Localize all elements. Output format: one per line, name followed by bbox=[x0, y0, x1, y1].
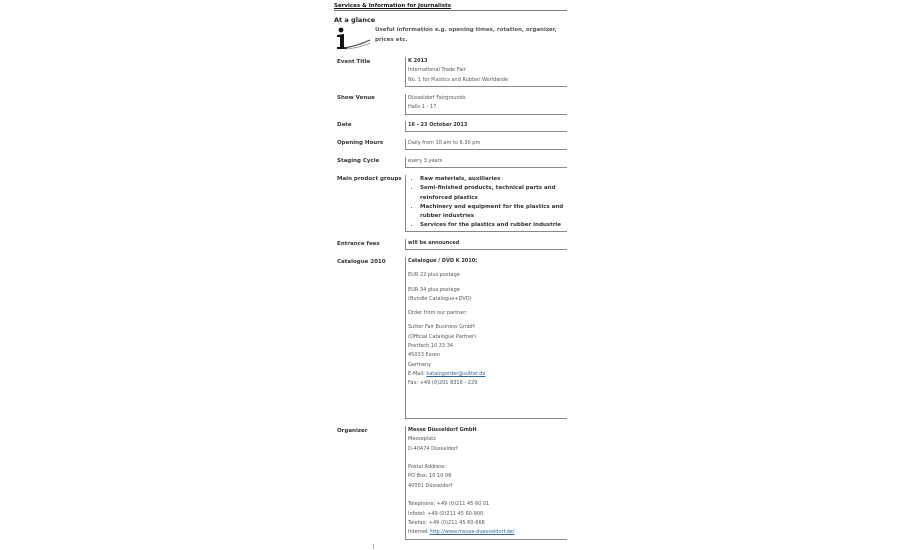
opening-hours-value: Daily from 10 am to 6.30 pm bbox=[408, 140, 481, 146]
event-tagline: No. 1 for Plastics and Rubber Worldwide bbox=[408, 76, 509, 83]
organizer-infotel: Infotel: +49 (0)211 45 60-900 bbox=[408, 510, 484, 517]
partner-line: (Official Catalogue Partner) bbox=[408, 333, 477, 340]
divider bbox=[373, 544, 374, 549]
value-date bbox=[405, 121, 567, 132]
label-main-product-groups: Main product groups bbox=[337, 176, 402, 182]
content-column bbox=[334, 0, 567, 536]
organizer-telephone: Telephone: +49 (0)211 45 60 01 bbox=[408, 501, 490, 508]
label-date: Date bbox=[337, 122, 352, 128]
value-organizer bbox=[405, 426, 567, 540]
email-label: E-Mail: bbox=[408, 370, 427, 377]
partner-line: Germany bbox=[408, 361, 431, 368]
label-staging-cycle: Staging Cycle bbox=[337, 158, 380, 164]
partner-email-line bbox=[408, 370, 567, 379]
catalogue-order-note: Order from our partner: bbox=[408, 310, 468, 317]
partner-line: 45033 Essen bbox=[408, 352, 441, 359]
staging-cycle-value: every 3 years bbox=[408, 158, 443, 164]
value-show-venue bbox=[405, 94, 567, 115]
catalogue-heading: Catalogue / DVD K 2010: bbox=[408, 258, 478, 264]
date-value: 16 - 23 October 2013 bbox=[408, 122, 468, 128]
event-name: K 2013 bbox=[408, 58, 428, 64]
venue-halls: Halls 1 - 17 bbox=[408, 104, 437, 111]
catalogue-price-single: EUR 22 plus postage bbox=[408, 272, 460, 279]
value-opening-hours bbox=[405, 139, 567, 150]
value-catalogue bbox=[405, 257, 567, 419]
page-title: Services & Information for Journalists bbox=[334, 3, 452, 9]
partner-fax: Fax: +49 (0)201 8316 - 229 bbox=[408, 380, 478, 387]
organizer-address-line: Messeplatz bbox=[408, 436, 436, 443]
organizer-telefax: Telefax: +49 (0)211 45 60-668 bbox=[408, 519, 485, 526]
organizer-address-line: D-40474 Düsseldorf bbox=[408, 445, 458, 452]
label-entrance-fees: Entrance fees bbox=[337, 241, 380, 247]
value-staging-cycle bbox=[405, 157, 567, 168]
organizer-website-link[interactable]: http://www.messe-duesseldorf.de/ bbox=[429, 529, 515, 536]
event-type: International Trade Fair bbox=[408, 67, 466, 74]
info-icon bbox=[335, 26, 371, 50]
list-item: • Semi-finished products, technical parts and reinforced plastics bbox=[420, 184, 567, 203]
label-opening-hours: Opening Hours bbox=[337, 140, 384, 146]
value-event-title bbox=[405, 57, 567, 87]
label-show-venue: Show Venue bbox=[337, 95, 375, 101]
at-a-glance-title: At a glance bbox=[334, 16, 376, 24]
label-event-title: Event Title bbox=[337, 59, 371, 65]
at-a-glance-text: Useful information e.g. opening times, rotation, organizer, prices etc. bbox=[375, 27, 557, 43]
postal-address-line: PO Box: 10 10 06 bbox=[408, 473, 452, 480]
postal-address-label: Postal Address: bbox=[408, 464, 447, 471]
value-entrance-fees bbox=[405, 239, 567, 250]
list-item: • Services for the plastics and rubber industrie bbox=[420, 221, 567, 230]
organizer-internet-line bbox=[408, 528, 567, 537]
partner-line: Postfach 10 33 34 bbox=[408, 343, 454, 350]
value-main-product-groups bbox=[405, 175, 567, 232]
catalogue-price-bundle: EUR 34 plus postage bbox=[408, 286, 460, 293]
partner-email-link[interactable]: katalogorder@sutter.de bbox=[426, 370, 486, 377]
entrance-fees-value: will be announced bbox=[408, 240, 460, 246]
organizer-name: Messe Düsseldorf GmbH bbox=[408, 427, 477, 433]
product-groups-list bbox=[408, 175, 567, 231]
partner-line: Sutter Fair Business GmbH bbox=[408, 324, 475, 331]
internet-label: Internet bbox=[408, 529, 430, 536]
label-organizer: Organizer bbox=[337, 428, 368, 434]
venue-name: Düsseldorf Fairgrounds bbox=[408, 95, 466, 101]
list-item: • Machinery and equipment for the plastics and rubber industries bbox=[420, 203, 567, 222]
label-catalogue: Catalogue 2010 bbox=[337, 259, 386, 265]
page-heading bbox=[334, 0, 567, 11]
list-item: • Raw materials, auxiliaries bbox=[420, 175, 567, 184]
catalogue-bundle-note: (Bundle Catalogue+DVD) bbox=[408, 295, 472, 302]
postal-address-line: 40001 Düsseldorf bbox=[408, 482, 453, 489]
